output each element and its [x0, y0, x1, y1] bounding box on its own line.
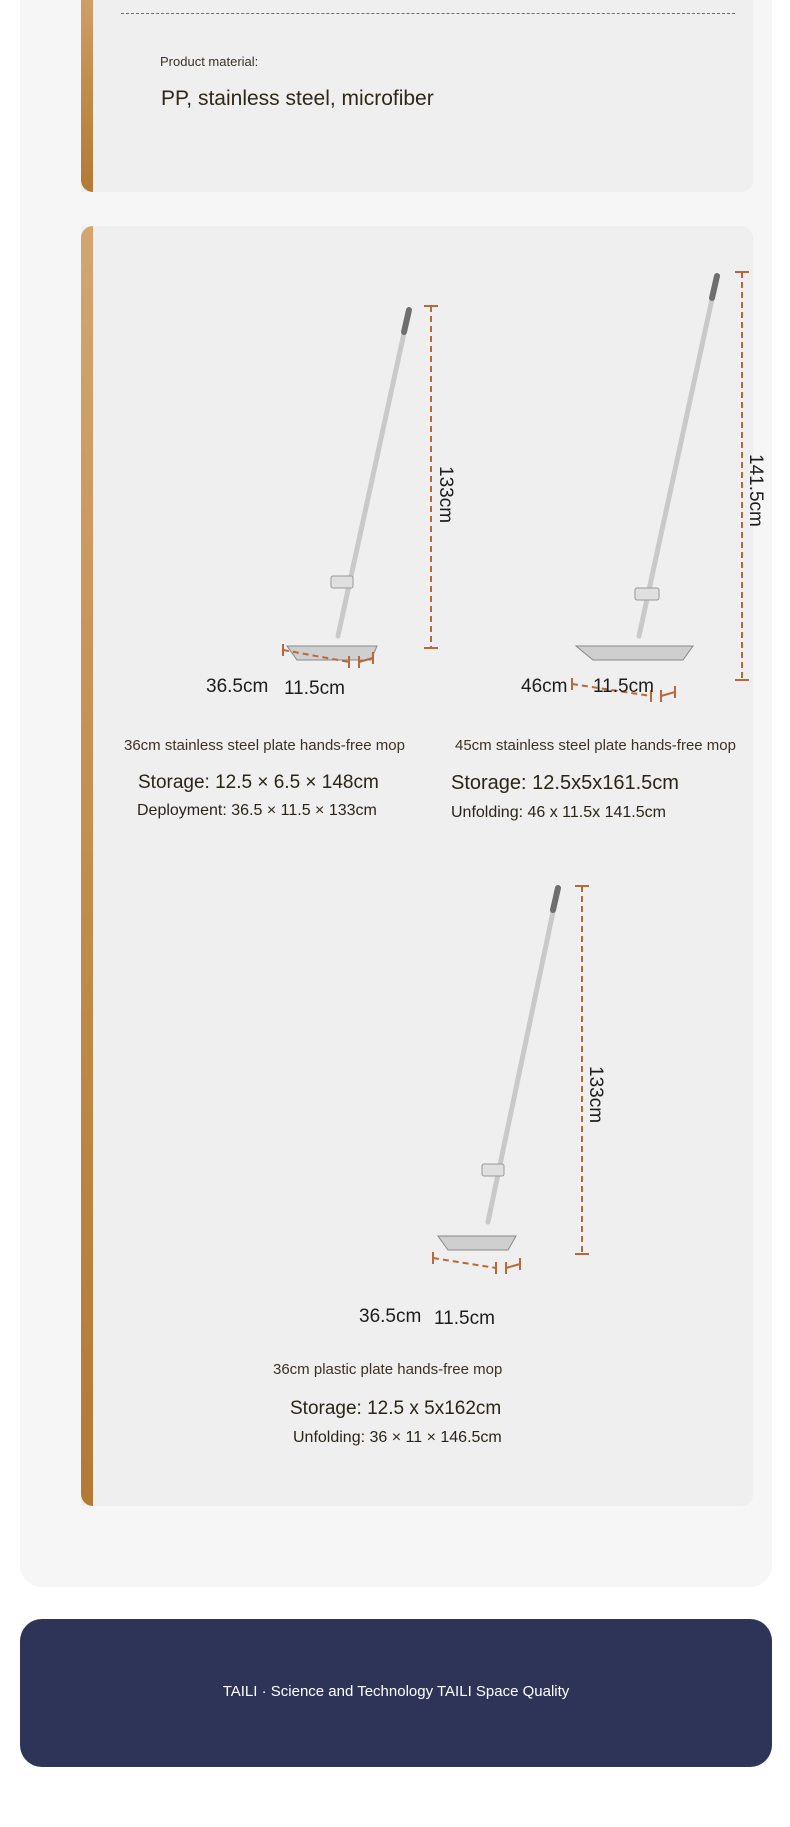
content-panel [20, 0, 772, 1587]
product-deploy-2: Unfolding: 46 x 11.5x 141.5cm [451, 804, 666, 821]
material-value: PP, stainless steel, microfiber [161, 87, 434, 110]
dashed-divider [121, 13, 735, 14]
product-storage-3: Storage: 12.5 x 5x162cm [290, 1398, 502, 1419]
footer-banner [20, 1619, 772, 1767]
dim-width-2: 46cm [521, 676, 568, 697]
material-card [81, 0, 753, 192]
product-storage-2: Storage: 12.5x5x161.5cm [451, 772, 679, 794]
dim-height-1: 133cm [435, 466, 456, 524]
dim-width-3: 36.5cm [359, 1306, 422, 1327]
footer-text: TAILI · Science and Technology TAILI Space Quality [222, 1683, 570, 1700]
product-caption-2: 45cm stainless steel plate hands-free mop [455, 737, 736, 754]
dim-depth-3: 11.5cm [434, 1308, 495, 1329]
product-caption-1: 36cm stainless steel plate hands-free mop [124, 737, 405, 754]
product-deploy-1: Deployment: 36.5 × 11.5 × 133cm [137, 802, 377, 819]
material-label: Product material: [160, 54, 259, 69]
product-deploy-3: Unfolding: 36 × 11 × 146.5cm [293, 1429, 502, 1446]
dim-height-2: 141.5cm [745, 454, 766, 527]
mop-illustration-2 [481, 264, 751, 704]
product-storage-1: Storage: 12.5 × 6.5 × 148cm [138, 772, 379, 793]
dim-depth-2: 11.5cm [593, 676, 654, 697]
mop-illustration-3 [346, 876, 596, 1296]
dim-height-3: 133cm [585, 1066, 606, 1124]
dim-width-1: 36.5cm [206, 676, 269, 697]
product-caption-3: 36cm plastic plate hands-free mop [273, 1361, 503, 1378]
dim-depth-1: 11.5cm [284, 678, 345, 699]
accent-bar [81, 226, 93, 1506]
products-card [81, 226, 766, 1506]
accent-bar [81, 0, 93, 192]
